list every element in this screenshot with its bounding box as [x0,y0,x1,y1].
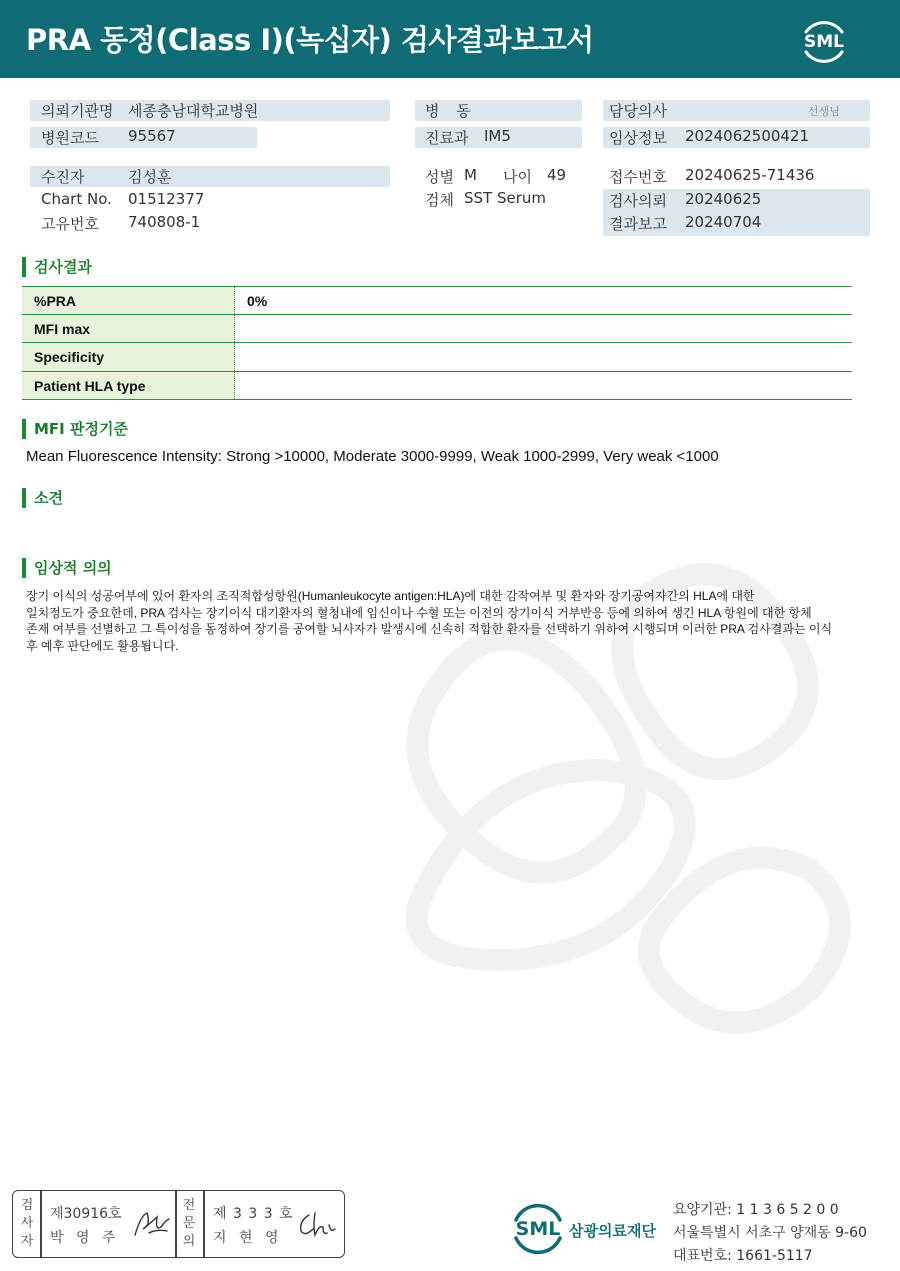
mfi-criteria-text: Mean Fluorescence Intensity: Strong >10000, Moderate 3000-9999, Weak 1000-2999, Very weak <1000 [26,448,719,465]
patient-label: 수진자 [41,168,85,186]
request-label: 검사의뢰 [609,192,667,210]
result-value [235,372,852,400]
table-row [22,286,852,315]
svg-text:SML: SML [804,32,844,52]
examiner-name: 박 영 주 [50,1230,120,1246]
clinical-info-label: 임상정보 [609,129,667,147]
clinical-line: 존재 여부를 선별하고 그 특이성을 동정하여 장기를 공여할 뇌사자가 발생시에 신속히 적합한 환자를 선택하기 위하여 시행되며 이러한 PRA 검사결과는 이식 [26,622,833,636]
report-date-label: 결과보고 [609,215,667,233]
result-value [235,343,852,371]
report-title: PRA 동정(Class I)(녹십자) 검사결과보고서 [26,23,594,57]
specimen-value: SST Serum [464,189,547,207]
results-table [22,286,852,400]
footer-org-name: 삼광의료재단 [569,1222,656,1240]
request-value: 20240625 [685,190,762,208]
sex-value: M [464,166,477,184]
clinical-significance-title: 임상적 의의 [22,558,112,578]
signature-divider [40,1191,42,1257]
results-section-title: 검사결과 [22,257,92,277]
age-value: 49 [547,166,567,184]
footer-sml-logo-icon [508,1198,568,1258]
clinical-info-value: 2024062500421 [685,127,810,145]
clinical-significance-text [26,588,856,654]
svg-text:SML: SML [515,1218,561,1240]
signature-divider [175,1191,177,1257]
chart-no-label: Chart No. [41,190,112,208]
table-row [22,343,852,372]
institution-label: 의뢰기관명 [41,102,114,120]
report-date-value: 20240704 [685,213,762,231]
clinical-line: 일치정도가 중요한데, PRA 검사는 장기이식 대기환자의 혈청내에 임신이나 수혈 또는 이전의 장기이식 거부반응 등에 의하여 생긴 HLA 항원에 대한 항체 [26,605,812,620]
doctor-label: 담당의사 [609,102,667,120]
signature-divider [203,1191,205,1257]
footer-phone: 대표번호: 1661-5117 [673,1248,813,1264]
examiner-license: 제30916호 [50,1206,122,1222]
doctor-suffix: 선생님 [808,105,840,118]
ward-label: 병 동 [425,102,477,120]
unique-no-value: 740808-1 [128,213,201,231]
result-label: MFI max [22,315,235,343]
age-label: 나이 [503,168,532,186]
result-value: 0% [247,293,268,309]
specialist-signature-icon [295,1207,339,1241]
report-header [0,0,900,78]
footer-institution-code: 요양기관: 1 1 3 6 5 2 0 0 [673,1202,839,1218]
patient-value: 김성훈 [128,168,172,186]
sex-label: 성별 [425,168,454,186]
result-value [235,315,852,343]
hospital-code-value: 95567 [128,127,176,145]
specialist-role-label: 전 문 의 [182,1198,196,1249]
receipt-value: 20240625-71436 [685,166,815,184]
mfi-section-title: MFI 판정기준 [22,419,128,439]
signature-box [12,1190,345,1258]
hospital-code-label: 병원코드 [41,129,99,147]
table-row [22,315,852,344]
unique-no-label: 고유번호 [41,215,99,233]
dept-value: IM5 [484,127,511,145]
result-label: %PRA [22,287,235,314]
examiner-role-label: 검 사 자 [20,1198,34,1249]
specialist-license: 제 3 3 3 호 [213,1206,294,1222]
clinical-line: 후 예후 판단에도 활용됩니다. [26,638,179,653]
chart-no-value: 01512377 [128,190,205,208]
institution-value: 세종충남대학교병원 [128,102,259,120]
result-label: Patient HLA type [22,372,235,400]
sml-logo-icon [796,12,852,68]
clinical-line: 장기 이식의 성공여부에 있어 환자의 조직적합성항원(Humanleukocyte antigen:HLA)에 대한 감작여부 및 환자와 장기공여자간의 HLA에 대한 [26,589,755,603]
result-label: Specificity [22,343,235,371]
opinion-section-title: 소견 [22,488,63,508]
specialist-name: 지 현 영 [213,1230,283,1246]
examiner-signature-icon [131,1207,173,1241]
table-row [22,372,852,401]
footer-address: 서울특별시 서초구 양재동 9-60 [673,1225,867,1241]
specimen-label: 검체 [425,191,454,209]
receipt-label: 접수번호 [609,168,667,186]
dept-label: 진료과 [425,129,469,147]
